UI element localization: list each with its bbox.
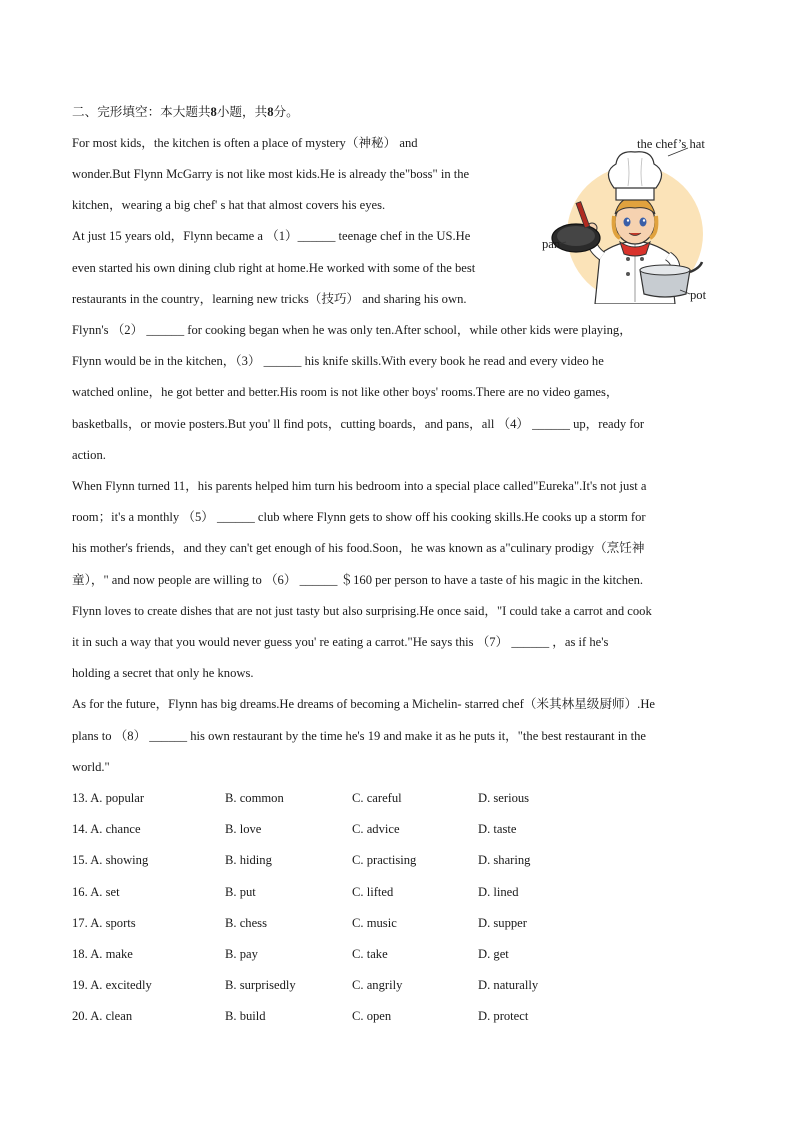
option-d: D. supper bbox=[478, 916, 527, 930]
option-b: B. chess bbox=[225, 916, 267, 930]
option-d: D. protect bbox=[478, 1009, 529, 1023]
option-c: C. lifted bbox=[352, 885, 394, 899]
passage-line: watched online，he got better and better.His room is not like other boys' rooms.There are no video games， bbox=[72, 385, 619, 399]
option-d: D. taste bbox=[478, 822, 517, 836]
passage-line: room；it's a monthly （5） ______ club where Flynn gets to show off his cooking skills.He cooks up a storm for bbox=[72, 510, 646, 524]
option-c: C. angrily bbox=[352, 978, 403, 992]
label-pan: pan bbox=[542, 237, 561, 251]
option-c: C. advice bbox=[352, 822, 400, 836]
heading-suffix: 分。 bbox=[273, 105, 299, 119]
label-pot: pot bbox=[690, 288, 707, 302]
passage-line: even started his own dining club right at home.He worked with some of the best bbox=[72, 261, 476, 275]
heading-score: 8 bbox=[267, 105, 274, 119]
option-a: 20. A. clean bbox=[72, 1009, 133, 1023]
option-c: C. careful bbox=[352, 791, 402, 805]
passage-line: kitchen，wearing a big chef' s hat that almost covers his eyes. bbox=[72, 198, 386, 212]
option-d: D. lined bbox=[478, 885, 519, 899]
passage-line: 童），" and now people are willing to （6） ______ ＄160 per person to have a taste of his magic in the kitchen. bbox=[72, 573, 644, 587]
option-b: B. hiding bbox=[225, 853, 272, 867]
chef-illustration bbox=[540, 134, 730, 304]
option-b: B. build bbox=[225, 1009, 266, 1023]
passage-line: plans to （8） ______ his own restaurant by the time he's 19 and make it as he puts it，"the best restaurant in the bbox=[72, 729, 647, 743]
passage-line: Flynn's （2） ______ for cooking began when he was only ten.After school，while other kids were playing， bbox=[72, 323, 632, 337]
passage-line: wonder.But Flynn McGarry is not like most kids.He is already the"boss" in the bbox=[72, 167, 470, 181]
option-c: C. take bbox=[352, 947, 388, 961]
chef-drawing bbox=[540, 134, 730, 304]
heading-mid: 小题，共 bbox=[216, 105, 268, 119]
option-a: 13. A. popular bbox=[72, 791, 145, 805]
option-b: B. pay bbox=[225, 947, 258, 961]
passage-line: world." bbox=[72, 760, 110, 774]
option-a: 18. A. make bbox=[72, 947, 133, 961]
section-heading bbox=[72, 104, 299, 120]
option-d: D. get bbox=[478, 947, 509, 961]
passage-line: basketballs，or movie posters.But you' ll find pots，cutting boards，and pans，all （4） ______ up，ready for bbox=[72, 417, 645, 431]
heading-prefix: 二、完形填空：本大题共 bbox=[72, 105, 211, 119]
passage-line: holding a secret that only he knows. bbox=[72, 666, 254, 680]
option-c: C. open bbox=[352, 1009, 392, 1023]
option-a: 17. A. sports bbox=[72, 916, 136, 930]
option-d: D. serious bbox=[478, 791, 530, 805]
passage-line: As for the future，Flynn has big dreams.He dreams of becoming a Michelin- starred chef（米其林星级厨师）.He bbox=[72, 697, 656, 711]
passage-line: it in such a way that you would never guess you' re eating a carrot."He says this （7） ______ ，as if he's bbox=[72, 635, 609, 649]
option-c: C. practising bbox=[352, 853, 417, 867]
option-b: B. common bbox=[225, 791, 284, 805]
option-d: D. sharing bbox=[478, 853, 531, 867]
passage-line: Flynn loves to create dishes that are not just tasty but also surprising.He once said，"I could take a carrot and cook bbox=[72, 604, 652, 618]
passage-line: his mother's friends，and they can't get enough of his food.Soon，he was known as a"culinary prodigy（烹饪神 bbox=[72, 541, 645, 555]
option-b: B. love bbox=[225, 822, 262, 836]
passage-line: restaurants in the country，learning new tricks（技巧） and sharing his own. bbox=[72, 292, 467, 306]
passage-line: When Flynn turned 11，his parents helped him turn his bedroom into a special place called"Eureka".It's not just a bbox=[72, 479, 647, 493]
label-chefs-hat: the chef’s hat bbox=[637, 137, 705, 151]
option-d: D. naturally bbox=[478, 978, 539, 992]
passage-line: action. bbox=[72, 448, 106, 462]
option-b: B. surprisedly bbox=[225, 978, 296, 992]
passage-line: Flynn would be in the kitchen，（3） ______ his knife skills.With every book he read and every video he bbox=[72, 354, 604, 368]
option-a: 19. A. excitedly bbox=[72, 978, 152, 992]
passage-line: At just 15 years old，Flynn became a （1）______ teenage chef in the US.He bbox=[72, 229, 471, 243]
passage-line: For most kids，the kitchen is often a place of mystery（神秘） and bbox=[72, 136, 418, 150]
option-a: 16. A. set bbox=[72, 885, 120, 899]
option-c: C. music bbox=[352, 916, 397, 930]
option-a: 14. A. chance bbox=[72, 822, 141, 836]
heading-question-count: 8 bbox=[210, 105, 217, 119]
option-b: B. put bbox=[225, 885, 256, 899]
option-a: 15. A. showing bbox=[72, 853, 149, 867]
